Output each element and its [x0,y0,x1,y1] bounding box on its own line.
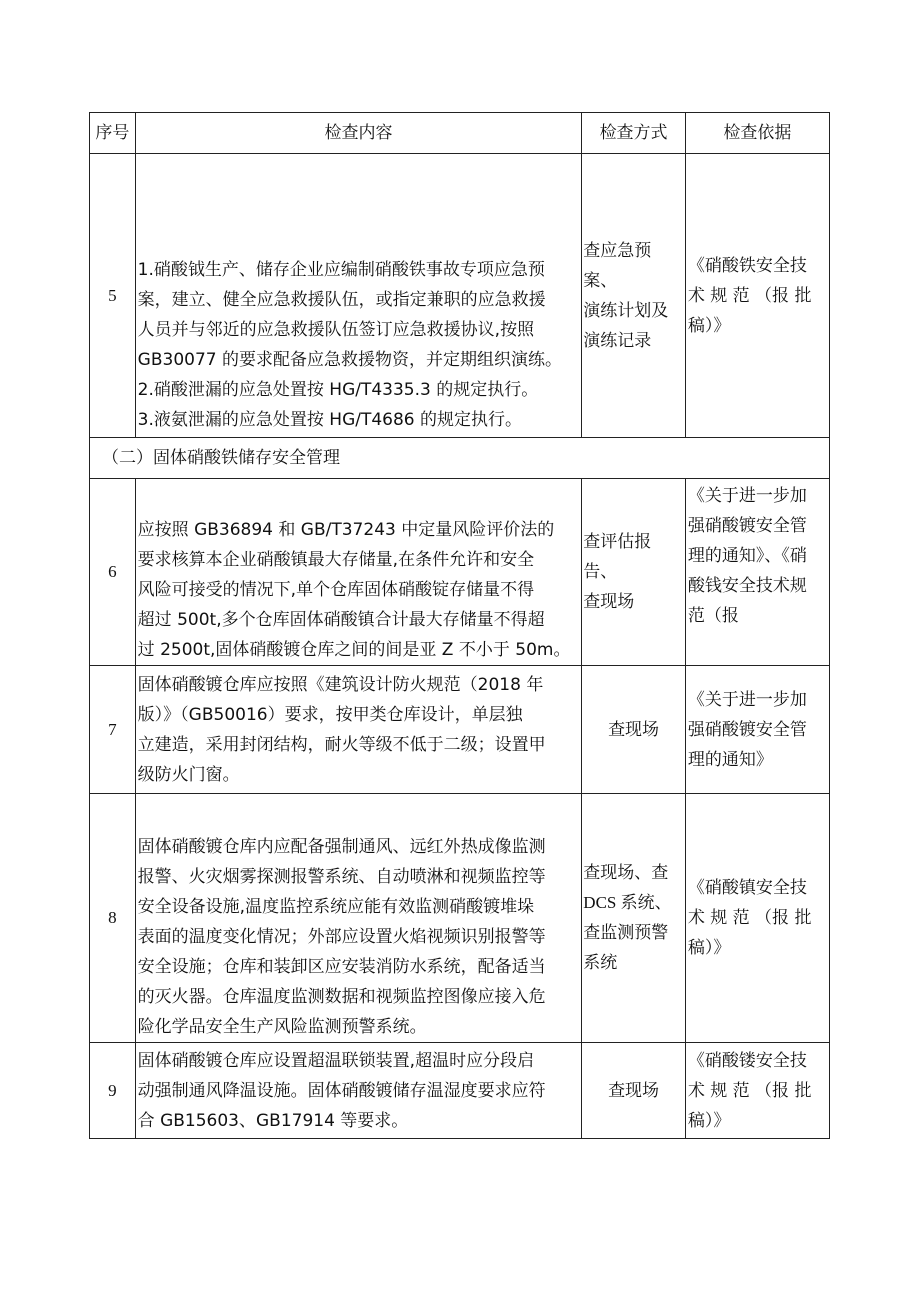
row-content [135,666,582,794]
basis-line: 《硝酸铁安全技 [687,255,807,276]
content-line: 案，建立、健全应急救援队伍，或指定兼职的应急救援 [137,290,546,310]
row-number: 8 [90,794,136,1043]
method-line: DCS 系统、 [583,893,672,912]
header-content: 检查内容 [135,113,582,154]
table-row [90,479,830,666]
row-basis [685,479,829,666]
basis-line: 术 规 范 （报 批 [687,1080,812,1101]
basis-line: 理的通知》 [687,749,773,770]
content-line: 合 GB15603、GB17914 等要求。 [137,1110,409,1131]
content-line: 超过 500t,多个仓库固体硝酸镇合计最大存储量不得超 [137,610,545,630]
row-method [582,1043,686,1139]
method-line: 演练记录 [583,330,652,351]
row-content [135,794,582,1043]
content-line: 2.硝酸泄漏的应急处置按 HG/T4335.3 的规定执行。 [137,380,539,400]
method-line: 查监测预警 [583,923,669,943]
table-header-row [90,113,830,154]
row-number: 6 [90,479,136,666]
basis-line: 强硝酸镀安全管 [687,516,807,536]
content-line: 级防火门窗。 [137,764,240,785]
content-line: 风险可接受的情况下,单个仓库固体硝酸锭存储量不得 [137,580,535,600]
content-line: 固体硝酸镀仓库应设置超温联锁装置,超温时应分段启 [137,1050,535,1071]
basis-line: 稿）》 [687,315,731,336]
header-basis: 检查依据 [685,113,829,154]
row-method [582,154,686,438]
content-line: 报警、火灾烟雾探测报警系统、自动喷淋和视频监控等 [137,867,546,887]
table-row [90,154,830,438]
basis-line: 强硝酸镀安全管 [687,719,807,740]
content-line: 人员并与邻近的应急救援队伍签订应急救援协议,按照 [137,320,535,340]
row-number: 5 [90,154,136,438]
content-line: 表面的温度变化情况；外部应设置火焰视频识别报警等 [137,927,546,947]
row-number: 9 [90,1043,136,1139]
header-method: 检查方式 [582,113,686,154]
inspection-table [89,112,830,1139]
content-line: 的灭火器。仓库温度监测数据和视频监控图像应接入危 [137,987,546,1007]
content-line: 要求核算本企业硝酸镇最大存储量,在条件允许和安全 [137,550,535,570]
content-line: 3.液氨泄漏的应急处置按 HG/T4686 的规定执行。 [137,410,523,430]
basis-line: 《关于进一步加 [687,689,807,710]
content-line: 应按照 GB36894 和 GB/T37243 中定量风险评价法的 [137,520,555,540]
section-row [90,438,830,479]
method-line: 查现场 [583,592,635,612]
row-basis [685,1043,829,1139]
table-row [90,666,830,794]
content-line: 动强制通风降温设施。固体硝酸镀储存温湿度要求应符 [137,1080,546,1101]
content-line: 1.硝酸钺生产、储存企业应编制硝酸铁事故专项应急预 [137,260,545,280]
method-line: 查现场 [608,719,660,740]
content-line: GB30077 的要求配备应急救援物资，并定期组织演练。 [137,350,562,370]
row-basis [685,154,829,438]
table-row [90,794,830,1043]
method-line: 查评估报告、 [583,532,652,582]
basis-line: 理的通知》、《硝 [687,546,807,566]
table-row [90,1043,830,1139]
basis-line: 稿）》 [687,938,731,958]
row-method [582,479,686,666]
row-content [135,154,582,438]
basis-line: 酸钱安全技术规 [687,576,807,596]
header-no: 序号 [90,113,136,154]
row-method [582,794,686,1043]
content-line: 安全设备设施,温度监控系统应能有效监测硝酸镀堆垛 [137,897,535,917]
content-line: 固体硝酸镀仓库应按照《建筑设计防火规范（2018 年 [137,674,544,695]
content-line: 版）》（GB50016）要求，按甲类仓库设计，单层独 [137,704,523,725]
basis-line: 《硝酸镇安全技 [687,878,807,898]
basis-line: 稿）》 [687,1110,731,1131]
method-line: 演练计划及 [583,300,669,321]
content-line: 立建造，采用封闭结构，耐火等级不低于二级；设置甲 [137,734,546,755]
content-line: 过 2500t,固体硝酸镀仓库之间的间是亚 Z 不小于 50m。 [137,640,571,660]
basis-line: 《硝酸镂安全技 [687,1050,807,1071]
method-line: 查现场 [608,1080,660,1101]
content-line: 固体硝酸镀仓库内应配备强制通风、远红外热成像监测 [137,837,546,857]
basis-line: 术 规 范 （报 批 [687,908,812,928]
method-line: 系统 [583,953,618,973]
row-content [135,479,582,666]
basis-line: 术 规 范 （报 批 [687,285,812,306]
row-method [582,666,686,794]
basis-line: 《关于进一步加 [687,486,807,506]
row-number: 7 [90,666,136,794]
basis-line: 范（报 [687,606,739,626]
row-content [135,1043,582,1139]
content-line: 安全设施；仓库和装卸区应安装消防水系统，配备适当 [137,957,546,977]
method-line: 查应急预案、 [583,240,652,291]
section-title: （二）固体硝酸铁储存安全管理 [90,438,830,479]
row-basis [685,794,829,1043]
row-basis [685,666,829,794]
content-line: 险化学品安全生产风险监测预警系统。 [137,1017,427,1037]
method-line: 查现场、查 [583,863,669,883]
